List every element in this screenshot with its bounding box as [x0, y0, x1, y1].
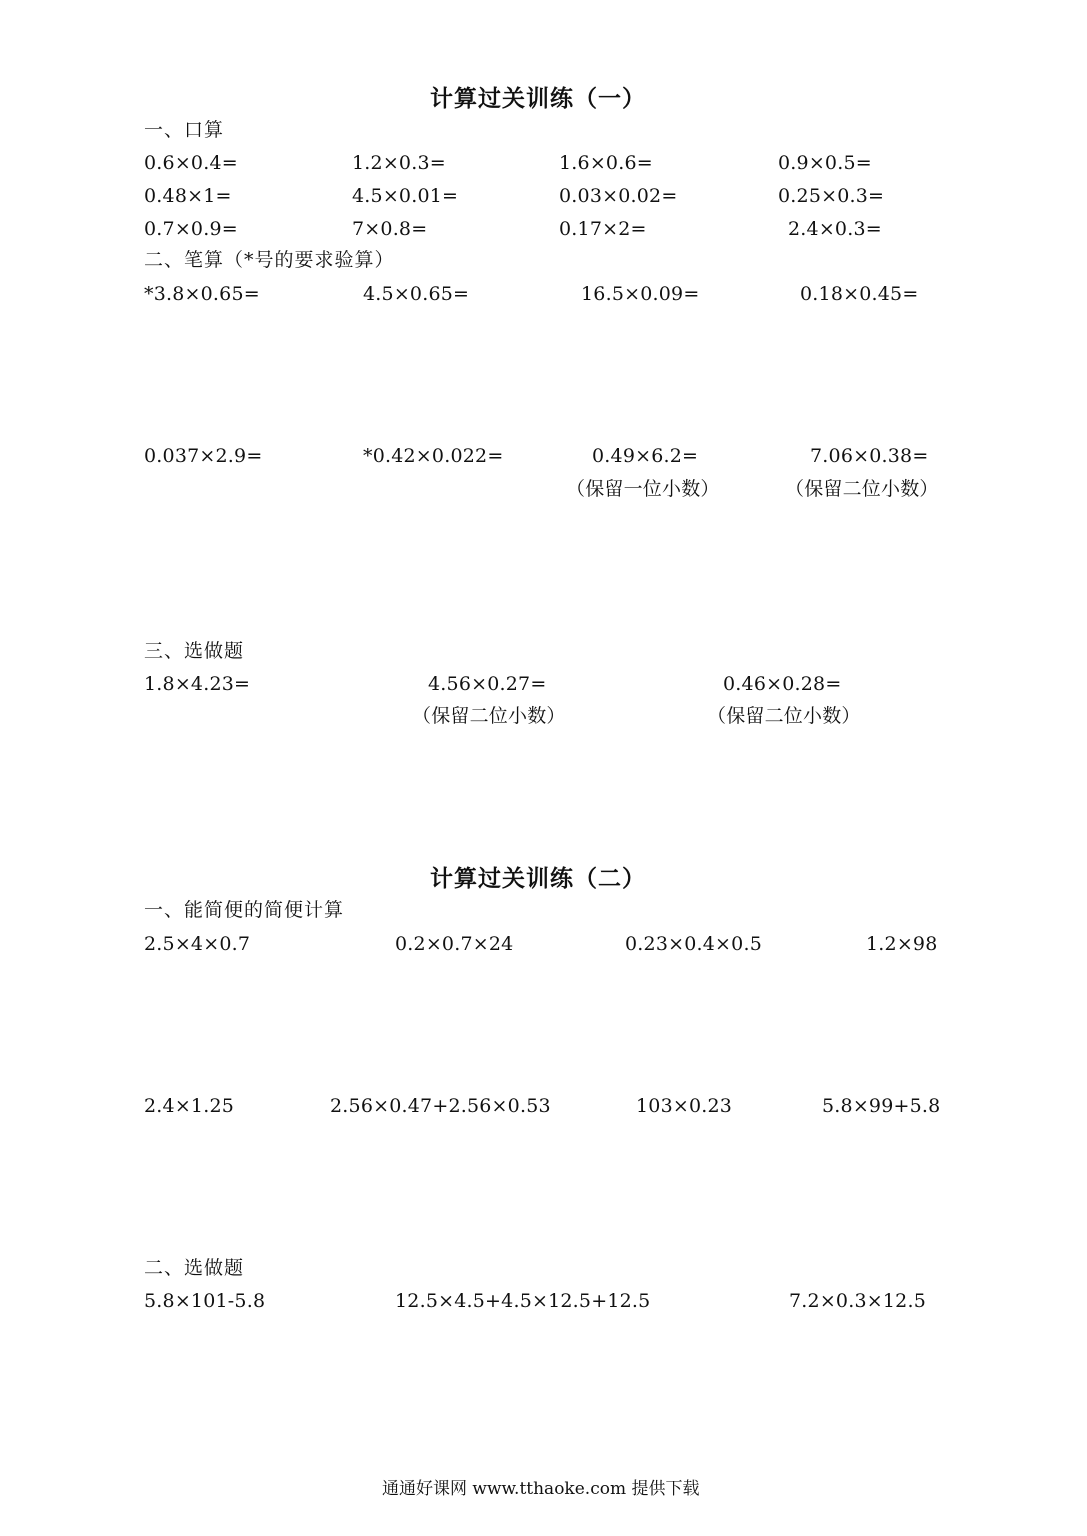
rounding-note: （保留一位小数）	[566, 478, 720, 500]
rounding-note: （保留二位小数）	[707, 705, 861, 727]
problem: 7.2×0.3×12.5	[789, 1290, 926, 1312]
problem: 2.56×0.47+2.56×0.53	[330, 1095, 551, 1117]
problem: 2.5×4×0.7	[144, 933, 251, 955]
problem: *0.42×0.022=	[363, 445, 504, 467]
problem: 0.18×0.45=	[800, 283, 919, 305]
problem: 2.4×1.25	[144, 1095, 235, 1117]
problem: 0.48×1=	[144, 185, 232, 207]
part1-section2-heading: 二、笔算（*号的要求验算）	[144, 249, 395, 271]
problem: 1.8×4.23=	[144, 673, 251, 695]
problem: 4.5×0.01=	[352, 185, 459, 207]
problem: 5.8×99+5.8	[822, 1095, 941, 1117]
part1-title: 计算过关训练（一）	[430, 86, 646, 112]
rounding-note: （保留二位小数）	[785, 478, 939, 500]
problem: 2.4×0.3=	[788, 218, 882, 240]
rounding-note: （保留二位小数）	[412, 705, 566, 727]
problem: 0.03×0.02=	[559, 185, 678, 207]
problem: 1.6×0.6=	[559, 152, 653, 174]
problem: 4.56×0.27=	[428, 673, 547, 695]
problem: 7×0.8=	[352, 218, 428, 240]
problem: 0.23×0.4×0.5	[625, 933, 762, 955]
problem: 12.5×4.5+4.5×12.5+12.5	[395, 1290, 651, 1312]
problem: 0.7×0.9=	[144, 218, 238, 240]
problem: 103×0.23	[636, 1095, 733, 1117]
problem: 0.9×0.5=	[778, 152, 872, 174]
problem: 0.46×0.28=	[723, 673, 842, 695]
part2-section1-heading: 一、能简便的简便计算	[144, 899, 345, 921]
part2-section2-heading: 二、选做题	[144, 1257, 245, 1279]
problem: 0.2×0.7×24	[395, 933, 514, 955]
problem: 7.06×0.38=	[810, 445, 929, 467]
problem: 0.17×2=	[559, 218, 647, 240]
problem: 1.2×98	[866, 933, 938, 955]
problem: 0.6×0.4=	[144, 152, 238, 174]
part2-title: 计算过关训练（二）	[430, 866, 646, 892]
part1-section1-heading: 一、口算	[144, 119, 225, 141]
problem: 0.25×0.3=	[778, 185, 885, 207]
footer-text: 通通好课网 www.tthaoke.com 提供下载	[382, 1479, 700, 1499]
problem: 4.5×0.65=	[363, 283, 470, 305]
problem: 5.8×101-5.8	[144, 1290, 266, 1312]
problem: 1.2×0.3=	[352, 152, 446, 174]
part1-section3-heading: 三、选做题	[144, 640, 245, 662]
problem: 0.49×6.2=	[592, 445, 699, 467]
problem: 16.5×0.09=	[581, 283, 700, 305]
problem: 0.037×2.9=	[144, 445, 263, 467]
problem: *3.8×0.65=	[144, 283, 260, 305]
